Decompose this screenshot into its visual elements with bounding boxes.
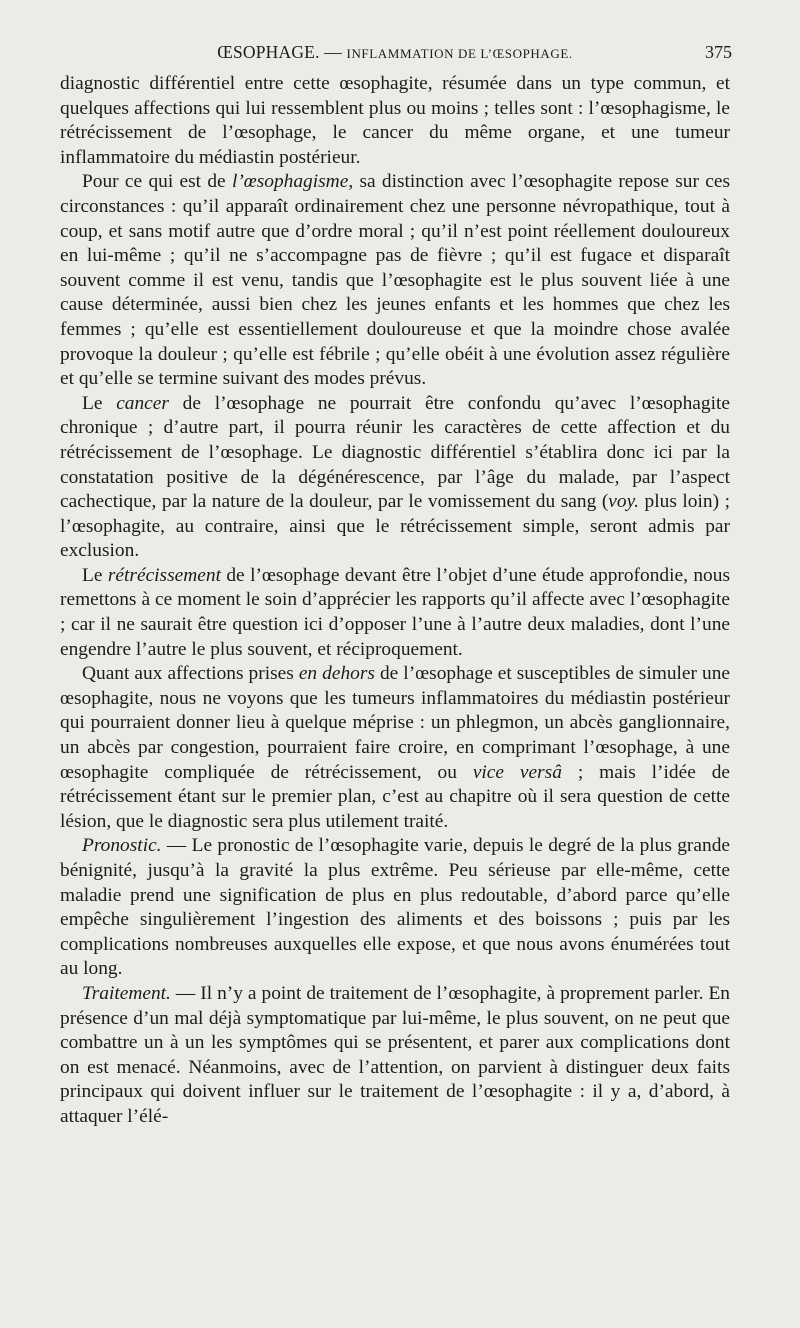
- paragraph-pronostic: [60, 834, 730, 982]
- italic-term: vice versâ: [472, 761, 562, 783]
- text-run: Le: [82, 392, 117, 414]
- text-run: de l’œsophage ne pourrait être confondu qu’avec l’œsophagite chronique ; d’autre part, il pourra réunir les caractères de cette affection et du rétrécissement de l’œsophage. Le diagnostic différentiel s’établira donc ici par la constatation positive de la dégénérescence, par l’âge du malade, par l’aspect cachectique, par la nature de la douleur, par le vomissement du sang (: [60, 392, 730, 513]
- text-run: ; mais l’idée de rétrécissement étant sur le premier plan, c’est au chapitre où il sera question de cette lésion, que le diagnostic sera plus utilement traité.: [60, 761, 730, 832]
- paragraph-text: diagnostic différentiel entre cette œsophagite, résumée dans un type commun, et quelques affections qui lui ressemblent plus ou moins ; telles sont : l’œsophagisme, le rétrécissement de l’œsophage, le cancer du même organe, et une tumeur inflammatoire du médiastin postérieur.: [60, 73, 730, 168]
- text-run: plus loin) ; l’œsophagite, au contraire, ainsi que le rétrécissement simple, seront admis par exclusion.: [60, 491, 730, 562]
- italic-term: cancer: [116, 392, 169, 414]
- title-dash: —: [319, 42, 347, 62]
- running-title: [60, 42, 730, 63]
- text-run: de l’œsophage et susceptibles de simuler une œsophagite, nous ne voyons que les tumeurs inflammatoires du médiastin postérieur qui pourraient donner lieu à quelque méprise : un phlegmon, un abcès ganglionnaire, un abcès par congestion, pourraient faire croire, en comprimant l’œsophage, à une œsophagite compliquée de rétrécissement, ou: [60, 663, 730, 783]
- text-run: — Le pronostic de l’œsophagite varie, depuis le degré de la plus grande bénignité, jusqu’à la gravité la plus extrême. Peu sérieuse par elle-même, cette maladie prend une signification de plus en plus redoutable, d’abord parce qu’elle empêche singulièrement l’ingestion des aliments et des boissons ; puis par les complications nombreuses auxquelles elle expose, et que nous avons énumérées tout au long.: [60, 835, 730, 980]
- paragraph-diagnostic-continuation: [60, 72, 730, 170]
- italic-term: en dehors: [298, 663, 375, 685]
- text-run: , sa distinction avec l’œsophagite repose sur ces circonstances : qu’il apparaît ordinairement chez une personne névropathique, tout à coup, et sans motif autre que d’ordre moral ; qu’il n’est point réellement douloureux en lui-même ; qu’il ne s’accompagne pas de fièvre ; qu’il est fugace et disparaît souvent comme il est venu, tandis que l’œsophagite est le plus souvent liée à une cause déterminée, aussi bien chez les jeunes enfants et les hommes que chez les femmes ; qu’elle est essentiellement douloureuse et que la moindre chose avalée provoque la douleur ; qu’elle est fébrile ; qu’elle obéit à une évolution assez régulière et qu’elle se termine suivant des modes prévus.: [60, 171, 731, 390]
- paragraph-retrecissement: [60, 564, 730, 662]
- running-head: [60, 38, 730, 72]
- paragraph-oesophagisme: [60, 170, 730, 391]
- italic-term: voy.: [608, 491, 639, 513]
- text-run: Pour ce qui est de: [82, 171, 232, 193]
- text-run: Le: [82, 564, 108, 586]
- paragraph-affections-externes: [60, 662, 730, 834]
- section-heading-traitement: Traitement.: [82, 982, 171, 1004]
- italic-term: rétrécissement: [107, 564, 221, 586]
- section-title: INFLAMMATION DE L’ŒSOPHAGE.: [346, 46, 573, 61]
- paragraph-cancer: [60, 392, 730, 564]
- page-number: 375: [705, 42, 732, 62]
- text-run: — Il n’y a point de traitement de l’œsophagite, à proprement parler. En présence d’un mal déjà symptomatique par lui-même, le plus souvent, on ne peut que combattre un à un les symptômes qui se présentent, et parer aux complications dont on est menacé. Néanmoins, avec de l’attention, on parvient à distinguer deux faits principaux qui doivent influer sur le traitement de l’œsophagite : il y a, d’abord, à attaquer l’élé-: [60, 982, 730, 1127]
- italic-term: l’œsophagisme: [231, 171, 349, 193]
- text-run: Quant aux affections prises: [82, 663, 299, 685]
- body-text: [60, 72, 730, 1130]
- section-heading-pronostic: Pronostic.: [82, 835, 162, 857]
- text-run: de l’œsophage devant être l’objet d’une étude approfondie, nous remettons à ce moment le soin d’apprécier les rapports qu’il affecte avec l’œsophagite ; car il ne saurait être question ici d’opposer l’une à l’autre deux maladies, dont l’une engendre l’autre le plus souvent, et réciproquement.: [60, 564, 730, 660]
- chapter-title: ŒSOPHAGE.: [217, 42, 320, 62]
- paragraph-traitement: [60, 982, 730, 1130]
